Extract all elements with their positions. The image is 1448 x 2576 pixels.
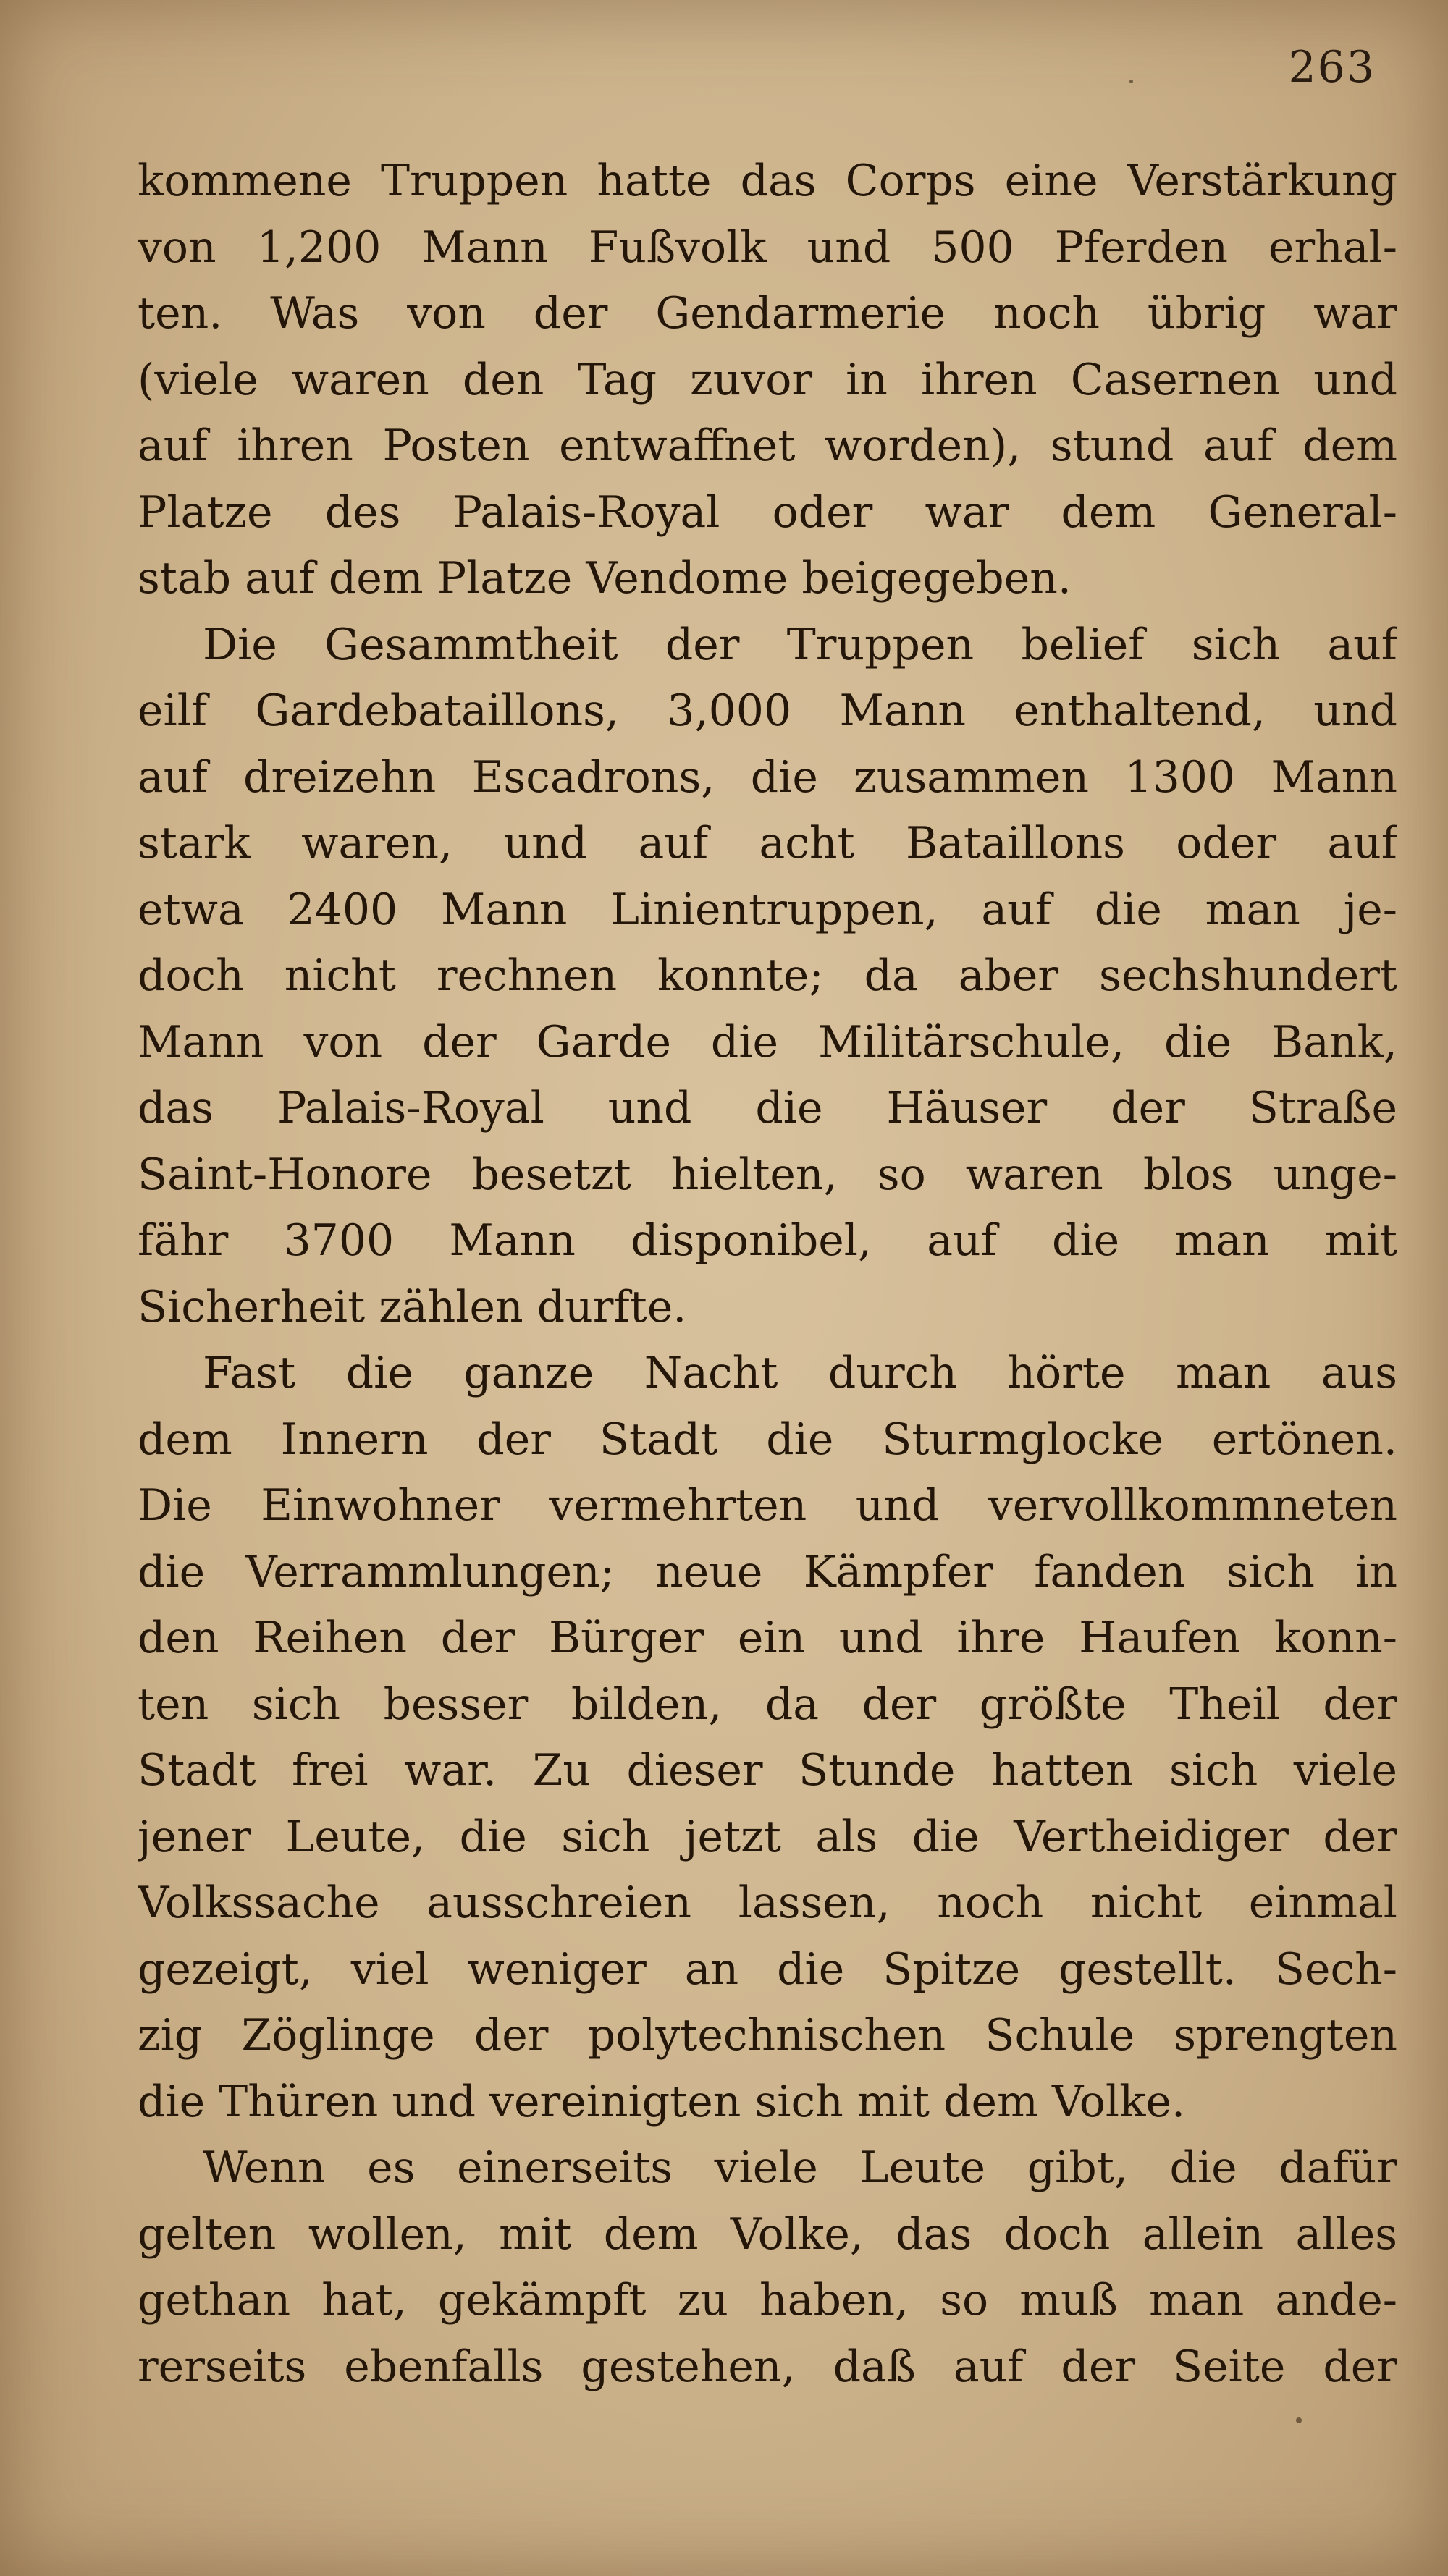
text-line: Mann von der Garde die Militärschule, die Bank,	[138, 1016, 1397, 1068]
text-line: Saint-Honore besetzt hielten, so waren blos unge-	[138, 1149, 1397, 1200]
paper-speck	[1129, 80, 1133, 83]
text-line: den Reihen der Bürger ein und ihre Haufen konn-	[138, 1613, 1397, 1663]
page-number: 263	[1288, 42, 1376, 93]
text-line: stark waren, und auf acht Bataillons oder auf	[138, 818, 1397, 869]
text-line: auf dreizehn Escadrons, die zusammen 1300 Mann	[138, 751, 1397, 803]
text-line: die Thüren und vereinigten sich mit dem Volke.	[138, 2076, 1186, 2127]
text-line: eilf Gardebataillons, 3,000 Mann enthaltend, und	[138, 685, 1397, 736]
text-line: Die Gesammtheit der Truppen belief sich auf	[203, 619, 1397, 670]
text-line: stab auf dem Platze Vendome beigegeben.	[138, 553, 1072, 604]
text-line: Fast die ganze Nacht durch hörte man aus	[203, 1348, 1397, 1398]
text-line: (viele waren den Tag zuvor in ihren Casernen und	[138, 354, 1397, 405]
text-line: doch nicht rechnen konnte; da aber sechshundert	[138, 950, 1397, 1001]
text-line: zig Zöglinge der polytechnischen Schule sprengten	[138, 2010, 1397, 2061]
text-line: die Verrammlungen; neue Kämpfer fanden sich in	[138, 1546, 1397, 1597]
text-line: ten sich besser bilden, da der größte Theil der	[138, 1678, 1397, 1730]
text-line: dem Innern der Stadt die Sturmglocke ertönen.	[138, 1414, 1397, 1465]
text-line: Stadt frei war. Zu dieser Stunde hatten sich viele	[138, 1745, 1397, 1796]
text-line: ten. Was von der Gendarmerie noch übrig war	[138, 288, 1397, 339]
text-line: fähr 3700 Mann disponibel, auf die man mit	[138, 1215, 1397, 1266]
text-line: auf ihren Posten entwaffnet worden), stund auf dem	[138, 421, 1397, 471]
text-line: gelten wollen, mit dem Volke, das doch allein alles	[138, 2208, 1397, 2260]
paper-speck	[1296, 2417, 1302, 2423]
text-line: rerseits ebenfalls gestehen, daß auf der Seite der	[138, 2341, 1397, 2392]
text-line: Wenn es einerseits viele Leute gibt, die dafür	[203, 2142, 1397, 2193]
text-line: Volkssache ausschreien lassen, noch nicht einmal	[138, 1878, 1397, 1928]
body-text	[138, 148, 1397, 2400]
text-line: jener Leute, die sich jetzt als die Vertheidiger der	[138, 1811, 1397, 1862]
text-line: von 1,200 Mann Fußvolk und 500 Pferden erhal-	[138, 221, 1397, 273]
text-line: das Palais-Royal und die Häuser der Straße	[138, 1083, 1397, 1133]
text-line: gethan hat, gekämpft zu haben, so muß man ande-	[138, 2275, 1397, 2326]
text-line: Sicherheit zählen durfte.	[138, 1281, 687, 1333]
text-line: Die Einwohner vermehrten und vervollkommneten	[138, 1480, 1397, 1531]
text-line: gezeigt, viel weniger an die Spitze gestellt. Sech-	[138, 1943, 1397, 1995]
text-line: etwa 2400 Mann Linientruppen, auf die man je-	[138, 884, 1397, 935]
text-line: kommene Truppen hatte das Corps eine Verstärkung	[138, 156, 1397, 206]
text-line: Platze des Palais-Royal oder war dem General-	[138, 486, 1397, 538]
